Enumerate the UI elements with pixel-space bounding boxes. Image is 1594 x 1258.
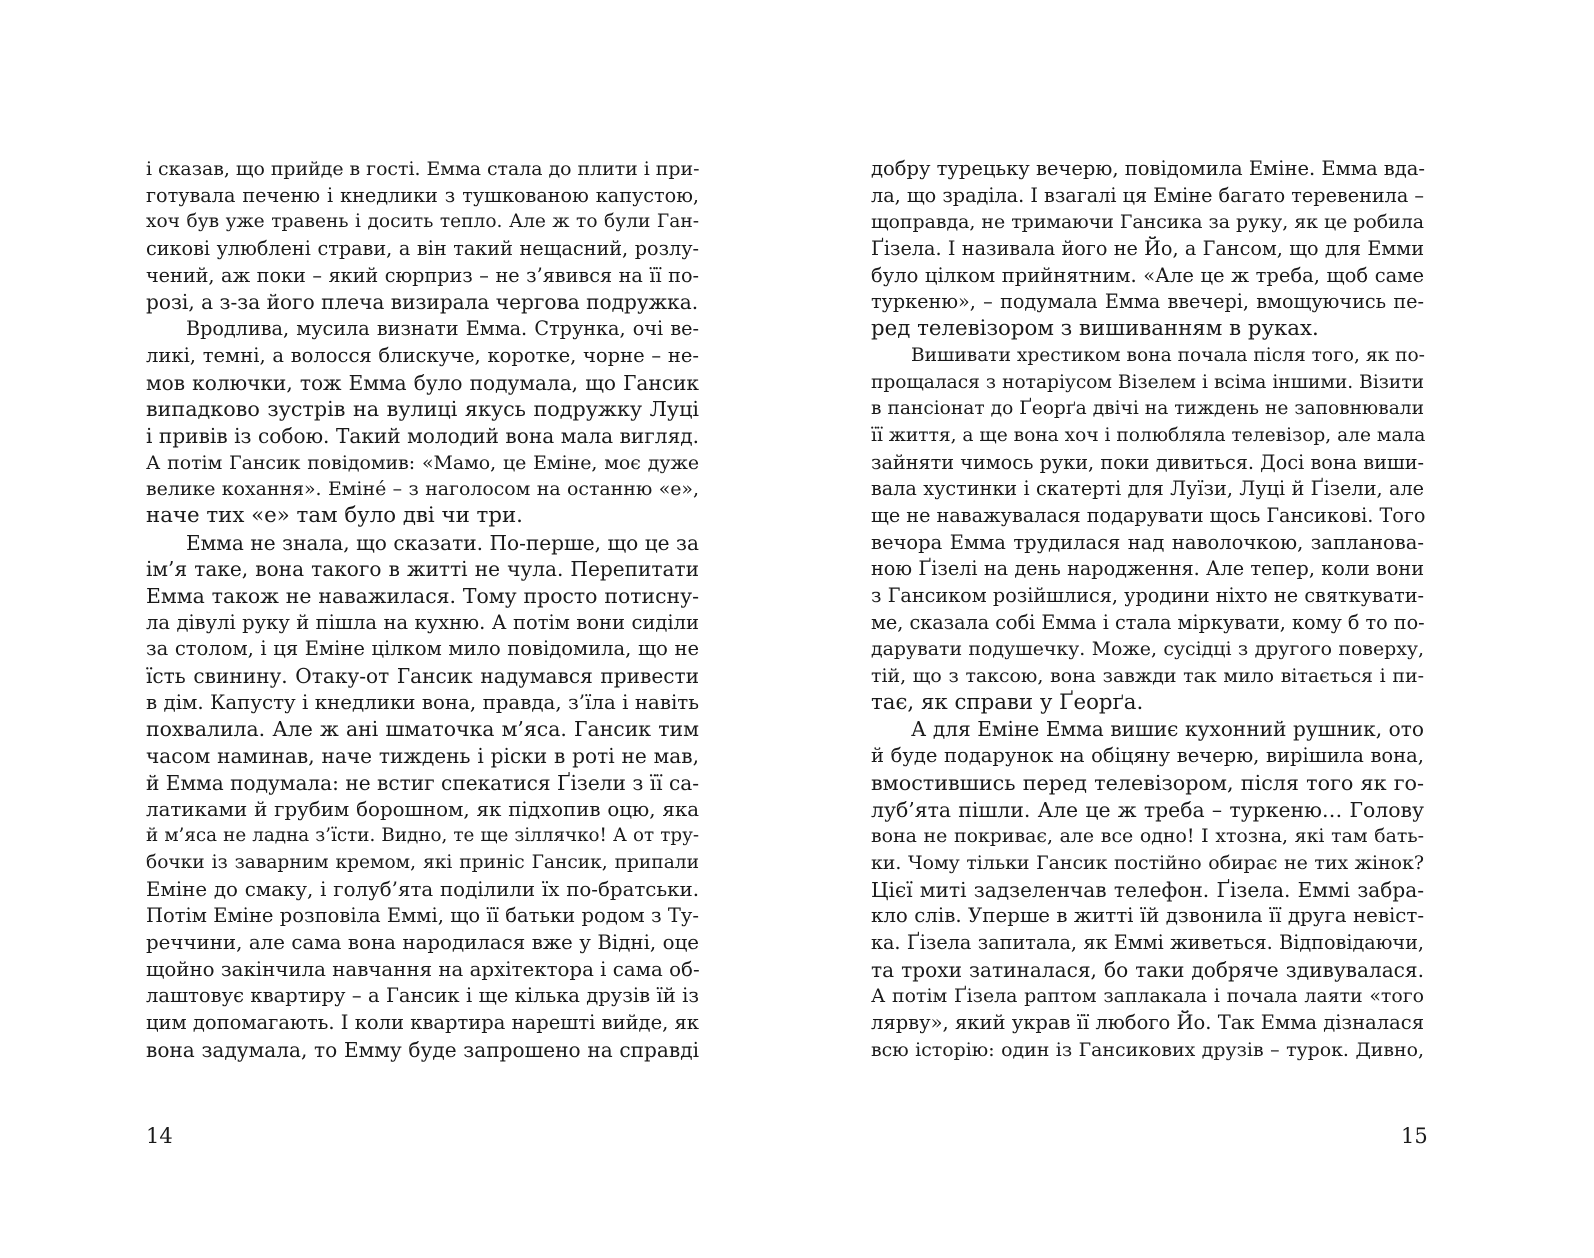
text-line: готувала печеню і кнедлики з тушкованою капустою, [146, 183, 699, 207]
text-line: Вродлива, мусила визнати Емма. Струнка, очі ве- [186, 317, 699, 341]
text-line: і привів із собою. Такий молодий вона мала вигляд. [146, 423, 699, 448]
text-line: прощалася з нотаріусом Візелем і всіма іншими. Візити [871, 371, 1424, 393]
text-line: Вишивати хрестиком вона почала після того, як по- [911, 344, 1425, 366]
text-line: ла, що зраділа. І взагалі ця Еміне багато теревенила – [871, 183, 1424, 207]
text-line: в пансіонат до Ґеорґа двічі на тиждень не заповнювали [871, 398, 1424, 420]
text-line: кло слів. Уперше в житті їй дзвонила її друга невіст- [871, 904, 1424, 928]
text-line: розі, а з-за його плеча визирала чергова подружка. [146, 290, 699, 315]
text-line: й м’яса не ладна з’їсти. Видно, те ще зіллячко! А от тру- [146, 825, 699, 847]
text-line: і сказав, що прийде в гості. Емма стала до плити і при- [146, 158, 700, 180]
text-line: Цієї миті задзеленчав телефон. Ґізела. Еммі забра- [871, 877, 1424, 902]
text-line: випадково зустрів на вулиці якусь подружку Луці [146, 397, 699, 422]
text-line: всю історію: один із Гансикових друзів – турок. Дивно, [871, 1038, 1424, 1061]
text-line: ім’я таке, вона такого в житті не чула. Перепитати [146, 557, 699, 582]
text-line: вона задумала, то Емму буде запрошено на справді [146, 1037, 699, 1062]
right-page-text [871, 156, 1424, 1063]
text-line: цим допомагають. І коли квартира нарешті вийде, як [146, 1011, 699, 1034]
text-line: реччини, але сама вона народилася вже у Відні, оце [146, 930, 699, 954]
text-line: щойно закінчила навчання на архітектора і сама об- [146, 957, 700, 981]
text-line: вала хустинки і скатерті для Луїзи, Луці й Ґізели, але [871, 477, 1424, 501]
text-line: Потім Еміне розповіла Еммі, що її батьки родом з Ту- [146, 904, 699, 928]
text-line: ла дівулі руку й пішла на кухню. А потім вони сиділи [146, 610, 699, 634]
text-line: ною Ґізелі на день народження. Але тепер, коли вони [871, 557, 1424, 581]
text-line: хоч був уже травень і досить тепло. Але ж то були Ган- [146, 211, 699, 233]
text-line: в дім. Капусту і кнедлики вона, правда, з’їла і навіть [146, 690, 699, 714]
text-line: й буде подарунок на обіцяну вечерю, вирішила вона, [871, 744, 1424, 768]
text-line: бочки із заварним кремом, які приніс Гансик, припали [146, 851, 699, 873]
left-page-number: 14 [146, 1124, 173, 1148]
text-line: було цілком прийнятним. «Але це ж треба, щоб саме [871, 263, 1424, 287]
text-line: зайняти чимось руки, поки дивиться. Досі вона виши- [871, 450, 1424, 474]
text-line: ки. Чому тільки Гансик постійно обирає не тих жінок? [871, 851, 1424, 874]
text-line: щоправда, не тримаючи Гансика за руку, як це робила [871, 211, 1424, 234]
text-line: ще не наважувалася подарувати щось Гансикові. Того [871, 503, 1426, 527]
text-line: її життя, а ще вона хоч і полюбляла телевізор, але мала [871, 424, 1426, 446]
text-line: часом наминав, наче тиждень і ріски в роті не мав, [146, 744, 699, 769]
text-line: та трохи затиналася, бо таки добряче здивувалася. [871, 957, 1424, 982]
text-line: Емма не знала, що сказати. По-перше, що це за [186, 530, 699, 555]
text-line: латиками й грубим борошном, як підхопив оцю, яка [146, 797, 699, 821]
right-page-number: 15 [1401, 1124, 1428, 1148]
text-line: лаштовує квартиру – а Гансик і ще кілька друзів їй із [146, 984, 699, 1008]
text-line: ред телевізором з вишиванням в руках. [871, 316, 1319, 342]
text-line: вона не покриває, але все одно! І хтозна, які там бать- [871, 825, 1424, 848]
text-line: за столом, і ця Еміне цілком мило повідомила, що не [146, 637, 699, 661]
text-line: й Емма подумала: не встиг спекатися Ґізели з її са- [146, 770, 699, 795]
text-line: Еміне до смаку, і голуб’ята поділили їх по-братськи. [146, 877, 699, 901]
text-line: велике кохання». Еміне́ – з наголосом на останню «е», [146, 478, 699, 501]
text-line: А для Еміне Емма вишиє кухонний рушник, ото [911, 717, 1424, 742]
text-line: сикові улюблені страви, а він такий нещасний, розлу- [146, 237, 699, 261]
text-line: дарувати подушечку. Може, сусідці з другого поверху, [871, 638, 1424, 661]
text-line: з Гансиком розійшлися, уродини ніхто не святкувати- [871, 584, 1424, 607]
text-line: А потім Гансик повідомив: «Мамо, це Еміне, моє дуже [146, 451, 699, 474]
text-line: чений, аж поки – який сюрприз – не з’явився на її по- [146, 263, 699, 287]
text-line: А потім Ґізела раптом заплакала і почала лаяти «того [871, 985, 1424, 1008]
text-line: мов колючки, тож Емма було подумала, що Гансик [146, 370, 699, 395]
text-line: Емма також не наважилася. Тому просто потисну- [146, 584, 699, 608]
text-line: похвалила. Але ж ані шматочка м’яса. Гансик тим [146, 717, 699, 742]
text-line: тій, що з таксою, вона завжди так мило вітається і пи- [871, 665, 1424, 688]
text-line: вечора Емма трудилася над наволочкою, запланова- [871, 530, 1424, 554]
text-line: луб’ята пішли. Але це ж треба – туркеню… Голову [871, 797, 1424, 822]
text-line: ликі, темні, а волосся блискуче, коротке, чорне – не- [146, 343, 699, 367]
left-page-text [146, 156, 699, 1063]
text-line: лярву», який украв її любого Йо. Так Емма дізналася [871, 1011, 1424, 1034]
text-line: добру турецьку вечерю, повідомила Еміне. Емма вда- [871, 157, 1425, 180]
text-line: ка. Ґізела запитала, як Еммі живеться. Відповідаючи, [871, 930, 1424, 954]
text-line: вмостившись перед телевізором, після того як го- [871, 770, 1424, 795]
text-line: їсть свинину. Отаку-от Гансик надумався привести [146, 664, 699, 689]
text-line: ме, сказала собі Емма і стала міркувати, кому б то по- [871, 610, 1425, 634]
text-line: тає, як справи у Ґеорґа. [871, 689, 1144, 715]
text-line: наче тих «е» там було дві чи три. [146, 502, 523, 528]
text-line: Ґізела. І називала його не Йо, а Гансом, що для Емми [871, 237, 1424, 261]
text-line: туркеню», – подумала Емма ввечері, вмощуючись пе- [871, 290, 1424, 314]
